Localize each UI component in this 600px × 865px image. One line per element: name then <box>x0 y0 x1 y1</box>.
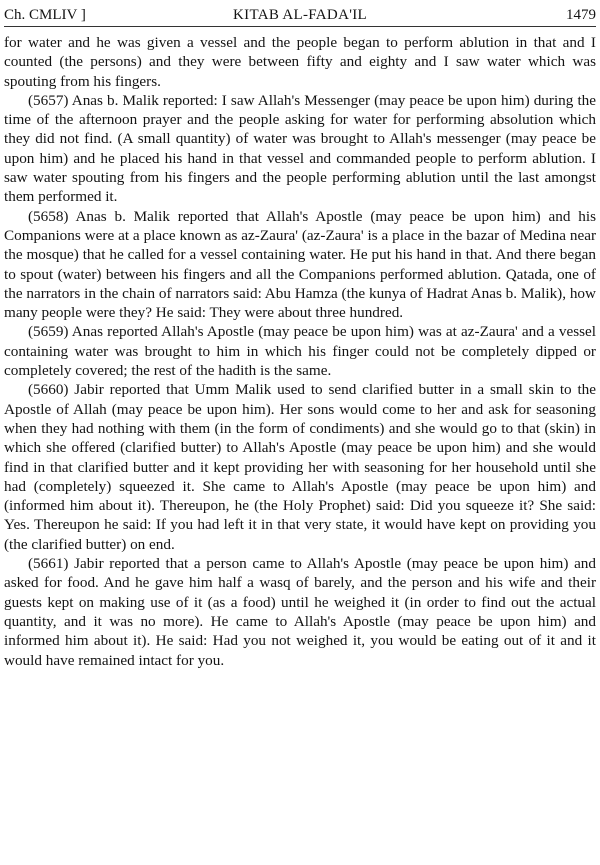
paragraph-continuation: for water and he was given a vessel and the people began to perform ablution in that and I counted (the persons) and they were between fifty and eighty and I saw water which was spouting from his fingers. <box>4 34 596 90</box>
paragraph-5659: (5659) Anas reported Allah's Apostle (may peace be upon him) was at az-Zaura' and a vessel containing water was brought to him in which his finger could not be completely dipped or completely covered; the rest of the hadith is the same. <box>4 323 596 380</box>
book-page <box>4 0 596 865</box>
paragraph-5660: (5660) Jabir reported that Umm Malik used to send clarified butter in a small skin to the Apostle of Allah (may peace be upon him). Her sons would come to her and ask for seasoning when they had nothing with them (in the form of condiments) and she would go to that (skin) in which she offered (clarified butter) to Allah's Apostle (may peace be upon him) and she would find in that clarified butter and it kept providing her with seasoning for her household until she had (completely) squeezed it. She came to Allah's Apostle (may peace be upon him) and (informed him about it). Thereupon, he (the Holy Prophet) said: Did you squeeze it? She said: Yes. Thereupon he said: If you had left it in that very state, it would have kept on providing you (the clarified butter) on end. <box>4 381 596 553</box>
paragraph-5657: (5657) Anas b. Malik reported: I saw Allah's Messenger (may peace be upon him) during the time of the afternoon prayer and the people asking for water for performing absolution which they did not find. (A small quantity) of water was brought to Allah's messenger (may peace be upon him) and he placed his hand in that vessel and commanded people to perform ablution. I saw water spouting from his fingers and the people performing ablution until the last amongst them performed it. <box>4 91 596 206</box>
running-head <box>4 0 596 26</box>
page-number: 1479 <box>566 7 596 23</box>
paragraph-5658: (5658) Anas b. Malik reported that Allah's Apostle (may peace be upon him) and his Companions were at a place known as az-Zaura' (az-Zaura' is a place in the bazar of Medina near the mosque) that he called for a vessel containing water. He put his hand in that. And there began to spout (water) between his fingers and all the Companions performed ablution. Qatada, one of the narrators in the chain of narrators said: Abu Hamza (the kunya of Hadrat Anas b. Malik), how many people were they? He said: They were about three hundred. <box>4 207 596 322</box>
book-title: KITAB AL-FADA'IL <box>233 7 367 23</box>
paragraph-5661: (5661) Jabir reported that a person came to Allah's Apostle (may peace be upon him) and asked for food. And he gave him half a wasq of barely, and the person and his wife and their guests kept on making use of it (as a food) until he weighed it (in order to find out the actual quantity, and it was no more). He came to Allah's Apostle (may peace be upon him) and informed him about it). He said: Had you not weighed it, you would be eating out of it and it would have remained intact for you. <box>4 555 596 669</box>
hadith-text <box>4 33 596 670</box>
chapter-label: Ch. CMLIV ] <box>4 7 86 23</box>
